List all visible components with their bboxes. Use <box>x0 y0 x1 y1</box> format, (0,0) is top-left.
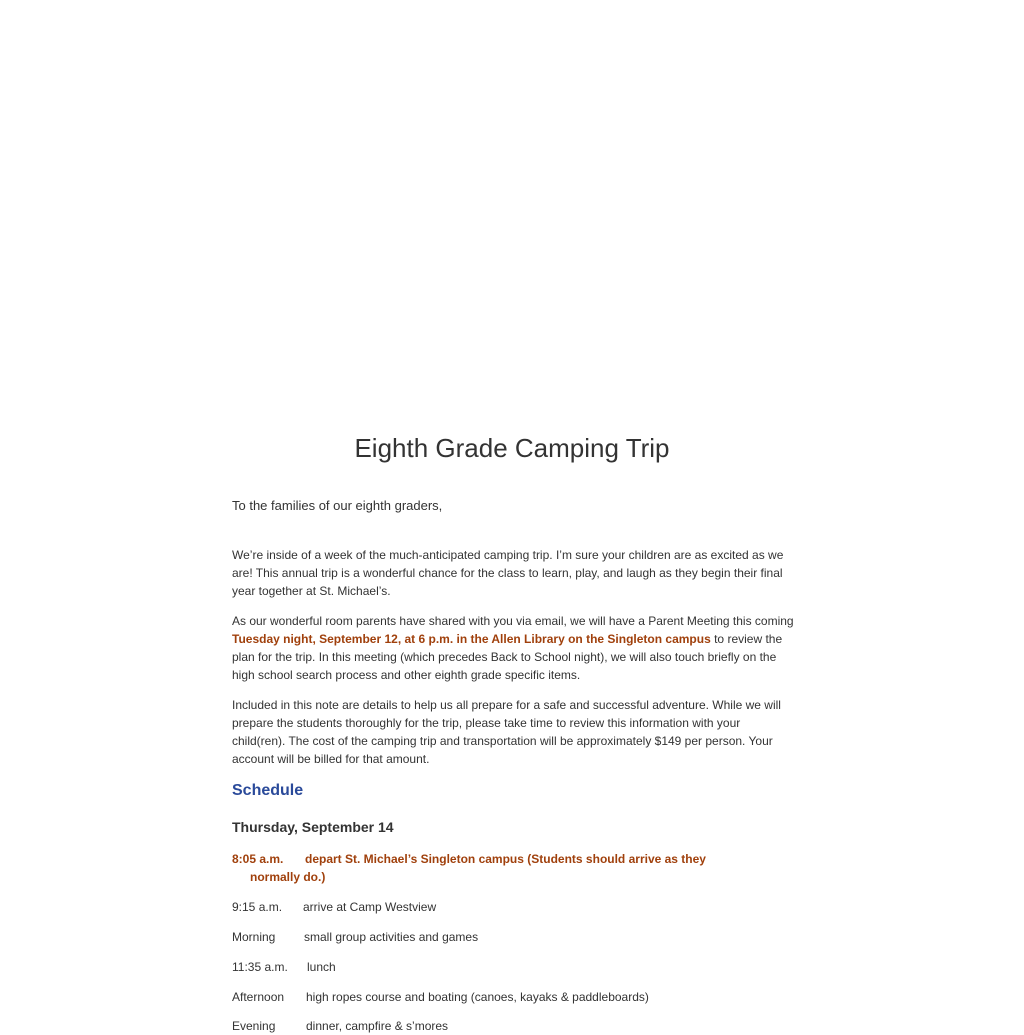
greeting: To the families of our eighth graders, <box>232 498 443 513</box>
paragraph-intro: We’re inside of a week of the much-anticipated camping trip. I’m sure your children are as excited as we are! This annual trip is a wonderful chance for the class to learn, play, and laugh as they begin their final year together at St. Michael’s. <box>232 548 784 598</box>
schedule-item <box>232 850 732 886</box>
schedule-time: Afternoon <box>232 990 285 1004</box>
meeting-highlight: Tuesday night, September 12, at 6 p.m. in the Allen Library on the Singleton campus <box>232 632 711 646</box>
paragraph-cost: Included in this note are details to help us all prepare for a safe and successful adventure. While we will prepare the students thoroughly for the trip, please take time to review this information with your child(ren). The cost of the camping trip and transportation will be approximately $149 per person. Your account will be billed for that amount. <box>232 698 781 766</box>
paragraph-text: As our wonderful room parents have shared with you via email, we will have a Parent Meeting this coming <box>232 614 794 628</box>
schedule-time: Evening <box>232 1019 276 1033</box>
schedule-item <box>232 958 732 976</box>
schedule-item <box>232 928 732 946</box>
paragraph-text: to review the plan for the trip. In this meeting (which precedes Back to School night), we will also touch briefly on the high school search process and other eighth grade specific items. <box>232 632 783 682</box>
schedule-time: 9:15 a.m. <box>232 900 283 914</box>
schedule-activity: small group activities and games <box>304 930 479 944</box>
schedule-activity: arrive at Camp Westview <box>303 900 437 914</box>
page-title: Eighth Grade Camping Trip <box>354 433 670 463</box>
schedule-activity-continued: normally do.) <box>250 870 326 884</box>
schedule-activity: high ropes course and boating (canoes, kayaks & paddleboards) <box>306 990 649 1004</box>
schedule-activity: depart St. Michael’s Singleton campus (Students should arrive as they <box>305 852 706 866</box>
schedule-time: Morning <box>232 930 276 944</box>
schedule-heading: Schedule <box>232 782 304 799</box>
schedule-activity: lunch <box>307 960 336 974</box>
paragraph-parent-meeting <box>232 612 794 684</box>
schedule-item <box>232 1017 732 1035</box>
day-heading: Thursday, September 14 <box>232 819 394 835</box>
schedule-activity: dinner, campfire & s’mores <box>306 1019 449 1033</box>
schedule-item <box>232 988 732 1006</box>
schedule-item <box>232 898 732 916</box>
document-page <box>232 0 794 1033</box>
schedule-time: 11:35 a.m. <box>232 960 288 974</box>
schedule-time: 8:05 a.m. <box>232 852 284 866</box>
